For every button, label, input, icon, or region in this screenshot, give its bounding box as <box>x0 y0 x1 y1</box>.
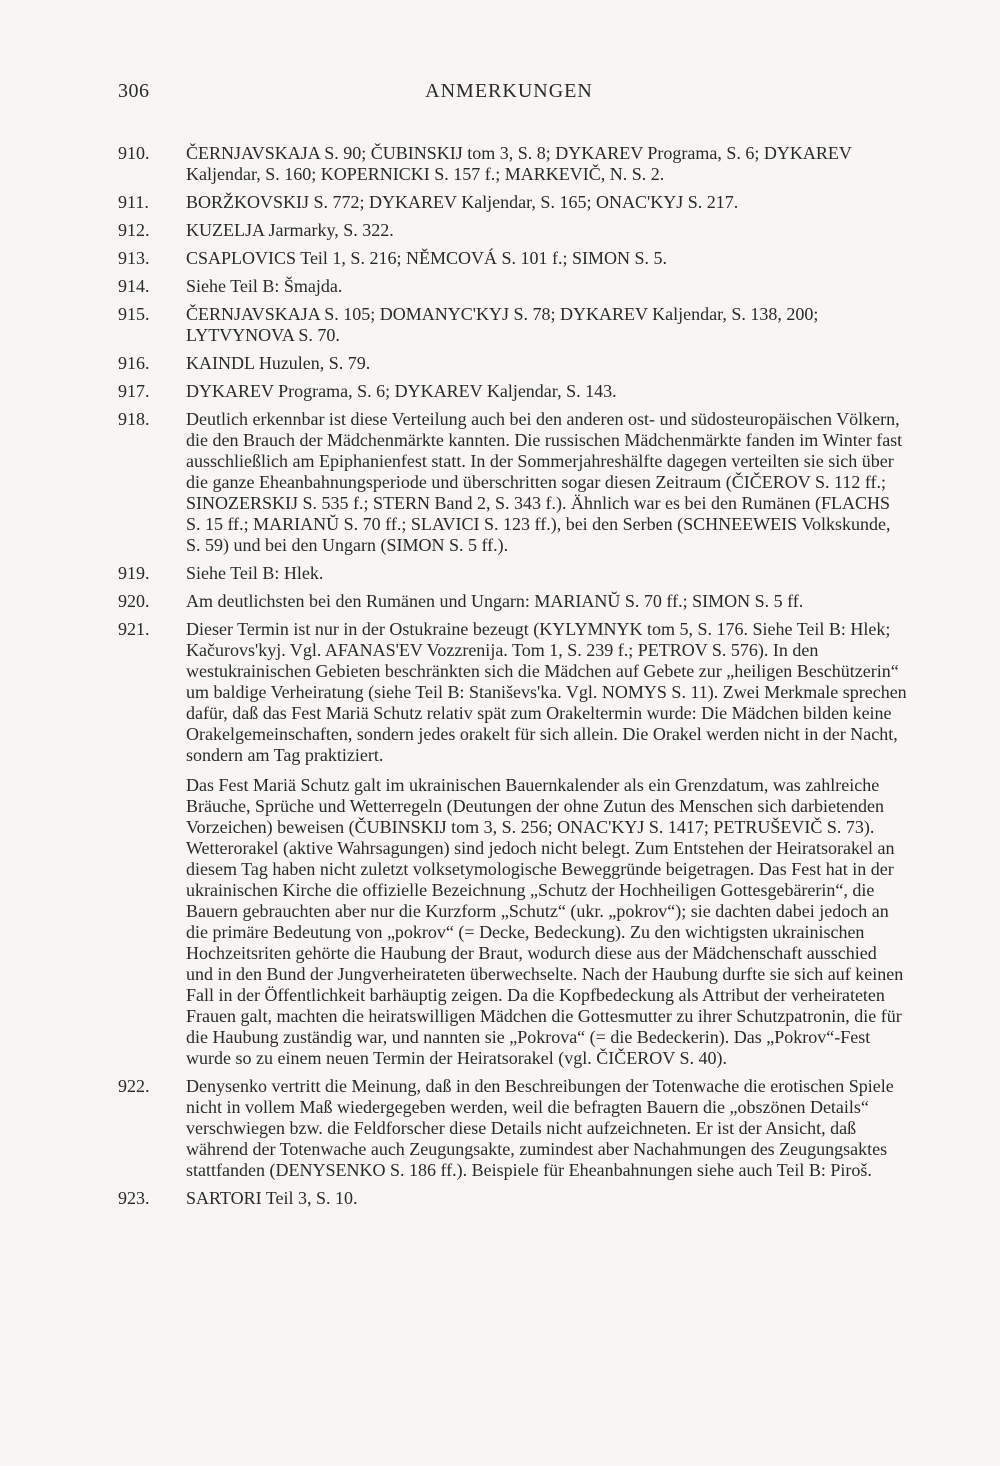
note-number: 920. <box>118 591 150 611</box>
note-number: 923. <box>118 1188 150 1208</box>
note-item <box>118 248 908 269</box>
note-number: 913. <box>118 248 150 268</box>
note-paragraph: Siehe Teil B: Hlek. <box>186 563 324 583</box>
note-body <box>186 276 908 297</box>
note-item <box>118 276 908 297</box>
note-body <box>186 248 908 269</box>
note-paragraph: Siehe Teil B: Šmajda. <box>186 276 343 296</box>
note-body <box>186 220 908 241</box>
note-body <box>186 591 908 612</box>
note-body <box>186 381 908 402</box>
note-item <box>118 143 908 185</box>
note-item <box>118 220 908 241</box>
note-body <box>186 1076 908 1181</box>
note-paragraph: Dieser Termin ist nur in der Ostukraine bezeugt (KYLYMNYK tom 5, S. 176. Siehe Teil B: Hlek; Kačurovs'kyj. Vgl. AFANAS'EV Vozzrenija. Tom 1, S. 239 f.; PETROV S. 576). In den westukrainischen Gebieten beschränkten sich die Mädchen auf Gebete zur „heiligen Beschützerin“ um baldige Verheiratung (siehe Teil B: Stanišеvs'ka. Vgl. NOMYS S. 11). Zwei Merkmale sprechen dafür, daß das Fest Mariä Schutz relativ spät zum Orakeltermin wurde: Die Mädchen bilden keine Orakelgemeinschaften, sondern jedes orakelt für sich allein. Die Orakel werden nicht in der Nacht, sondern am Tag praktiziert. <box>186 619 907 765</box>
note-paragraph: DYKAREV Programa, S. 6; DYKAREV Kaljendar, S. 143. <box>186 381 617 401</box>
note-number: 922. <box>118 1076 150 1096</box>
notes-list <box>118 143 908 1216</box>
note-item <box>118 304 908 346</box>
note-item <box>118 591 908 612</box>
note-item <box>118 1188 908 1209</box>
note-paragraph: Denysenko vertritt die Meinung, daß in den Beschreibungen der Totenwache die erotischen Spiele nicht in vollem Maß wiedergegeben werden, weil die befragten Bauern die „obszönen Details“ verschwiegen bzw. die Feldforscher diese Details nicht aufzeichneten. Er ist der Ansicht, daß während der Totenwache auch Zeugungsakte, zumindest aber Nachahmungen des Zeugungsaktes stattfanden (DENYSENKO S. 186 ff.). Beispiele für Eheanbahnungen siehe auch Teil B: Piroš. <box>186 1076 894 1180</box>
page-number: 306 <box>118 80 150 102</box>
note-body <box>186 304 908 346</box>
note-paragraph: Das Fest Mariä Schutz galt im ukrainischen Bauernkalender als ein Grenzdatum, was zahlreiche Bräuche, Sprüche und Wetterregeln (Deutungen der ohne Zutun des Menschen sich darbietenden Vorzeichen) beweisen (ČUBINSKIJ tom 3, S. 256; ONAC'KYJ S. 1417; PETRUŠEVIČ S. 73). Wetterorakel (aktive Wahrsagungen) sind jedoch nicht belegt. Zum Entstehen der Heiratsorakel an diesem Tag haben nicht zuletzt volksetymologische Beweggründe beigetragen. Das Fest hat in der ukrainischen Kirche die offizielle Bezeichnung „Schutz der Hochheiligen Gottesgebärerin“, die Bauern gebrauchten aber nur die Kurzform „Schutz“ (ukr. „pokrov“); sie dachten dabei jedoch an die primäre Bedeutung von „pokrov“ (= Decke, Bedeckung). Zu den wichtigsten ukrainischen Hochzeitsriten gehörte die Haubung der Braut, wodurch diese aus der Mädchenschaft ausschied und in den Bund der Jungverheirateten überwechselte. Nach der Haubung durfte sie sich auf keinen Fall in der Öffentlichkeit barhäuptig zeigen. Da die Kopfbedeckung als Attribut der verheirateten Frauen galt, machten die heiratswilligen Mädchen die Gottesmutter zu ihrer Schutzpatronin, die für die Haubung zuständig war, und nannten sie „Pokrova“ (= die Bedeckerin). Das „Pokrov“-Fest wurde so zu einem neuen Termin der Heiratsorakel (vgl. ČIČEROV S. 40). <box>186 775 904 1068</box>
note-paragraph: KUZELJA Jarmarky, S. 322. <box>186 220 394 240</box>
note-number: 912. <box>118 220 150 240</box>
note-paragraph: KAINDL Huzulen, S. 79. <box>186 353 371 373</box>
note-number: 910. <box>118 143 150 163</box>
note-item <box>118 381 908 402</box>
note-paragraph: CSAPLOVICS Teil 1, S. 216; NĚMCOVÁ S. 101 f.; SIMON S. 5. <box>186 248 667 268</box>
note-number: 916. <box>118 353 150 373</box>
note-paragraph: Deutlich erkennbar ist diese Verteilung auch bei den anderen ost- und südosteuropäischen Völkern, die den Brauch der Mädchenmärkte kannten. Die russischen Mädchenmärkte fanden im Winter fast ausschließlich am Epiphanienfest statt. In der Sommerjahreshälfte dagegen verteilten sie sich über die ganze Eheanbahnungsperiode und überschritten sogar diesen Zeitraum (ČIČEROV S. 112 ff.; SINOZERSKIJ S. 535 f.; STERN Band 2, S. 343 f.). Ähnlich war es bei den Rumänen (FLACHS S. 15 ff.; MARIANŬ S. 70 ff.; SLAVICI S. 123 ff.), bei den Serben (SCHNEEWEIS Volkskunde, S. 59) und bei den Ungarn (SIMON S. 5 ff.). <box>186 409 903 555</box>
note-item <box>118 619 908 1069</box>
note-number: 918. <box>118 409 150 429</box>
note-paragraph: Am deutlichsten bei den Rumänen und Ungarn: MARIANŬ S. 70 ff.; SIMON S. 5 ff. <box>186 591 804 611</box>
note-number: 915. <box>118 304 150 324</box>
note-number: 911. <box>118 192 149 212</box>
note-body <box>186 353 908 374</box>
note-body <box>186 192 908 213</box>
page-header <box>118 80 900 110</box>
note-paragraph: ČERNJAVSKAJA S. 105; DOMANYC'KYJ S. 78; DYKAREV Kaljendar, S. 138, 200; LYTVYNOVA S. 70. <box>186 304 819 345</box>
note-body <box>186 619 908 1069</box>
note-number: 914. <box>118 276 150 296</box>
note-paragraph: BORŽKOVSKIJ S. 772; DYKAREV Kaljendar, S. 165; ONAC'KYJ S. 217. <box>186 192 739 212</box>
note-item <box>118 1076 908 1181</box>
running-title: ANMERKUNGEN <box>425 80 593 102</box>
note-item <box>118 192 908 213</box>
note-body <box>186 143 908 185</box>
note-body <box>186 563 908 584</box>
note-number: 919. <box>118 563 150 583</box>
note-item <box>118 409 908 556</box>
note-paragraph: ČERNJAVSKAJA S. 90; ČUBINSKIJ tom 3, S. 8; DYKAREV Programa, S. 6; DYKAREV Kaljendar, S. 160; KOPERNICKI S. 157 f.; MARKEVIČ, N. S. 2. <box>186 143 852 184</box>
note-item <box>118 563 908 584</box>
note-body <box>186 409 908 556</box>
note-body <box>186 1188 908 1209</box>
note-item <box>118 353 908 374</box>
note-number: 921. <box>118 619 150 639</box>
note-number: 917. <box>118 381 150 401</box>
note-paragraph: SARTORI Teil 3, S. 10. <box>186 1188 358 1208</box>
